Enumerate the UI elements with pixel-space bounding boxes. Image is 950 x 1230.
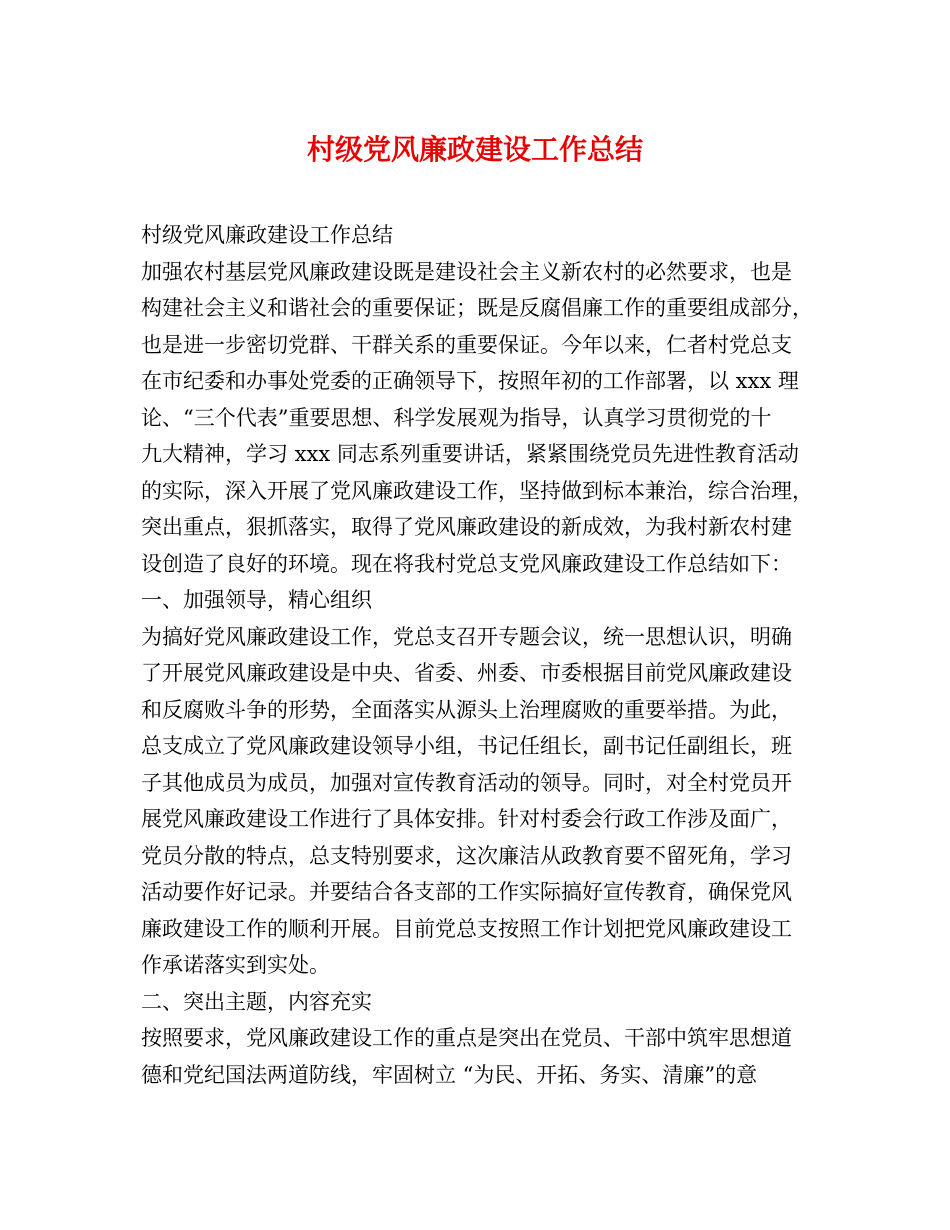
body-line: 和反腐败斗争的形势，全面落实从源头上治理腐败的重要举措。为此， <box>141 697 792 722</box>
body-line: 加强农村基层党风廉政建设既是建设社会主义新农村的必然要求，也是 <box>141 259 792 284</box>
body-line: 九大精神，学习 xxx 同志系列重要讲话，紧紧围绕党员先进性教育活动 <box>141 442 799 466</box>
section-heading: 一、加强领导，精心组织 <box>141 588 372 612</box>
body-line: 了开展党风廉政建设是中央、省委、州委、市委根据目前党风廉政建设 <box>141 661 792 685</box>
body-line: 为搞好党风廉政建设工作，党总支召开专题会议，统一思想认识，明确 <box>141 624 792 649</box>
body-line: 展党风廉政建设工作进行了具体安排。针对村委会行政工作涉及面广， <box>141 807 792 831</box>
body-line: 廉政建设工作的顺利开展。目前党总支按照工作计划把党风廉政建设工 <box>141 916 792 941</box>
body-line: 设创造了良好的环境。现在将我村党总支党风廉政建设工作总结如下： <box>141 551 792 576</box>
document-title: 村级党风廉政建设工作总结 <box>306 133 643 166</box>
body-line: 也是进一步密切党群、干群关系的重要保证。今年以来，仁者村党总支 <box>141 332 792 357</box>
body-line: 作承诺落实到实处。 <box>141 953 330 977</box>
body-line: 党员分散的特点，总支特别要求，这次廉洁从政教育要不留死角，学习 <box>141 843 792 868</box>
body-line: 突出重点，狠抓落实，取得了党风廉政建设的新成效，为我村新农村建 <box>141 515 792 539</box>
body-line: 子其他成员为成员，加强对宣传教育活动的领导。同时，对全村党员开 <box>141 770 792 795</box>
body-line: 的实际，深入开展了党风廉政建设工作，坚持做到标本兼治，综合治理， <box>141 478 813 503</box>
body-line: 总支成立了党风廉政建设领导小组，书记任组长，副书记任副组长，班 <box>141 734 792 758</box>
body-line: 活动要作好记录。并要结合各支部的工作实际搞好宣传教育，确保党风 <box>141 880 792 904</box>
body-line: 论、“三个代表”重要思想、科学发展观为指导，认真学习贯彻党的十 <box>141 405 772 430</box>
body-line: 在市纪委和办事处党委的正确领导下，按照年初的工作部署，以 xxx 理 <box>141 369 799 393</box>
section-heading: 二、突出主题，内容充实 <box>141 989 372 1014</box>
body-line: 构建社会主义和谐社会的重要保证；既是反腐倡廉工作的重要组成部分， <box>141 296 813 320</box>
body-line: 按照要求，党风廉政建设工作的重点是突出在党员、干部中筑牢思想道 <box>141 1026 792 1050</box>
body-line: 村级党风廉政建设工作总结 <box>141 223 393 247</box>
document-body <box>141 217 813 1093</box>
body-line: 德和党纪国法两道防线，牢固树立 “为民、开拓、务实、清廉”的意 <box>141 1062 758 1087</box>
